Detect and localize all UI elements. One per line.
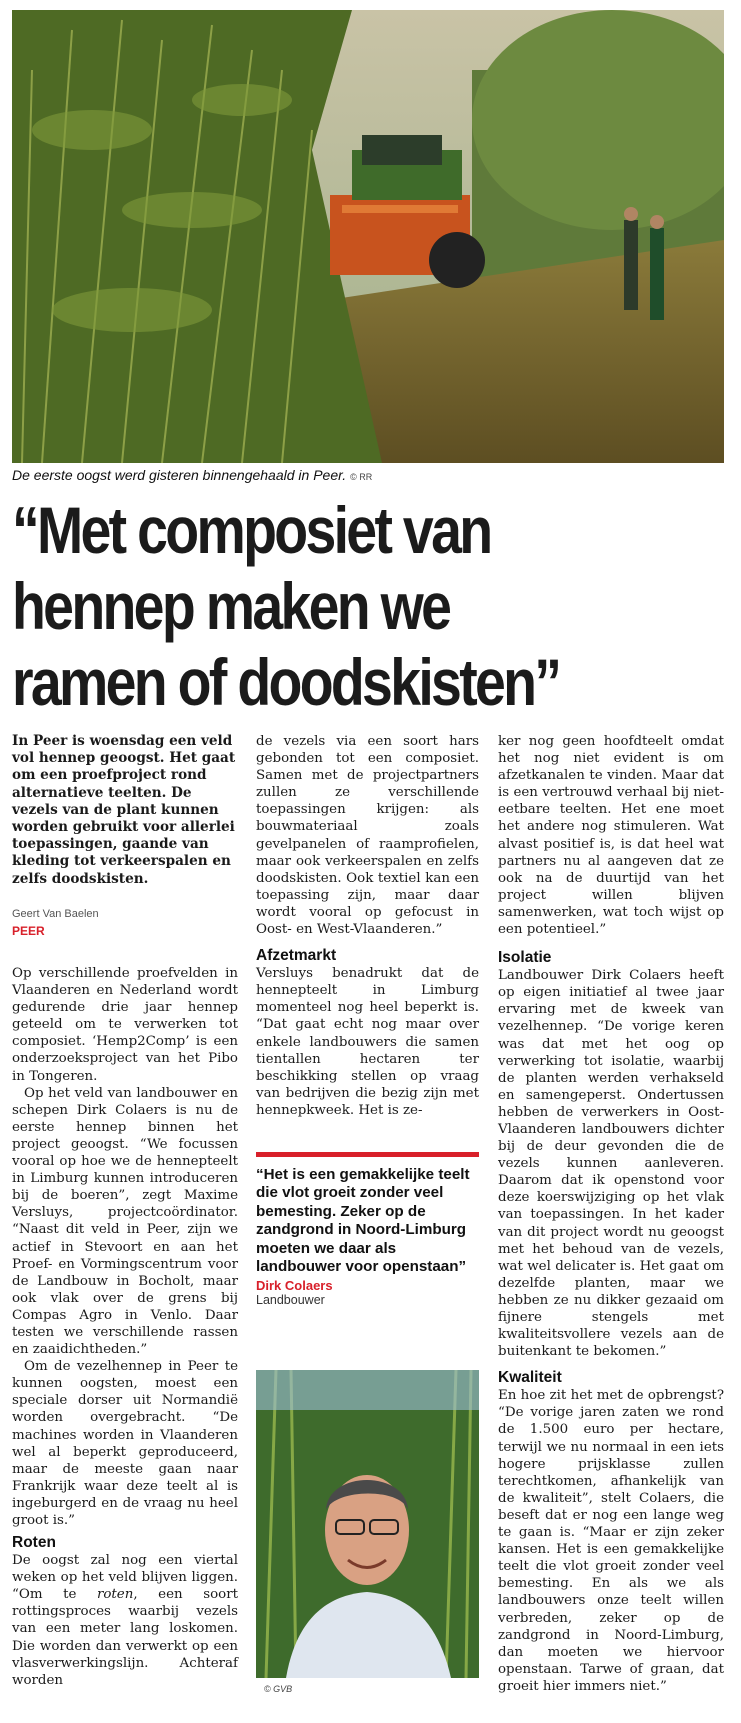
subhead-roten: Roten xyxy=(12,1534,56,1552)
author-byline: Geert Van Baelen xyxy=(12,907,99,920)
headline-line-2: hennep maken we xyxy=(12,569,450,643)
article-column-2 xyxy=(256,733,479,1119)
main-photo xyxy=(12,10,724,463)
paragraph: Versluys benadrukt dat de hennepteelt in Limburg momenteel nog heel beperkt is. “Dat gaat echt nog maar over enkele landbouwers die samen tientallen hectaren ter beschikking stellen op vraag van bedrijven die bezig zijn met hennepkweek. Het is ze- xyxy=(256,966,479,1118)
pull-quote xyxy=(256,1152,479,1307)
paragraph: Om de vezelhennep in Peer te kunnen oogsten, moest een speciale dorser uit Normandië worden overgebracht. “De machines worden in Vlaanderen wel al beperkt geproduceerd, maar de meeste gaan naar Frankrijk waar deze teelt al is ingeburgerd en de vraag nu heel groot is.” xyxy=(12,1359,238,1529)
subhead-afzetmarkt: Afzetmarkt xyxy=(256,947,337,965)
portrait-credit: © GVB xyxy=(264,1684,293,1694)
paragraph: De oogst zal nog een viertal weken op het veld blijven liggen. “Om te roten, een soort rottingsproces waarbij vezels van een meter lang loskomen. Die worden dan verwerkt op een vlasverwerkingslijn. Achteraf worden xyxy=(12,1553,238,1688)
headline-line-3: ramen of doodskisten” xyxy=(12,645,560,719)
dateline-place: PEER xyxy=(12,923,45,938)
paragraph: Op het veld van landbouwer en schepen Dirk Colaers is nu de eerste hennep binnen het project geoogst. “We focussen vooral op hoe we de hennepteelt in Limburg kunnen introduceren bij de boeren”, zegt Maxime Versluys, projectcoördinator. “Naast dit veld in Peer, zijn we actief in Stevoort en aan het Proef- en Vormingscentrum voor de Landbouw in Bocholt, maar ook vlak over de grens bij Compas Agro in Venlo. Daar testen we verschillende rassen en zaaidichtheden.” xyxy=(12,1085,238,1358)
article-column-3 xyxy=(498,733,724,1695)
headline-line-1: “Met composiet van xyxy=(12,493,491,567)
pull-quote-role: Landbouwer xyxy=(256,1293,325,1308)
photo-credit: © RR xyxy=(350,472,373,482)
portrait-photo xyxy=(256,1370,479,1678)
pull-quote-name: Dirk Colaers xyxy=(256,1278,333,1294)
article-intro: In Peer is woensdag een veld vol hennep geoogst. Het gaat om een proefproject rond alternatieve teelten. De vezels van de plant kunnen worden gebruikt voor allerlei toepassingen, gaande van kleding tot verkeerspalen en zelfs doodskisten. xyxy=(12,733,236,887)
paragraph: Op verschillende proefvelden in Vlaanderen en Nederland wordt gedurende drie jaar hennep geteeld om te verwerken tot composiet. ‘Hemp2Comp’ is een onderzoeksproject van het Pibo in Tongeren. xyxy=(12,966,238,1084)
headline xyxy=(12,492,734,720)
photo-caption: De eerste oogst werd gisteren binnengehaald in Peer. © RR xyxy=(12,467,373,483)
paragraph: de vezels via een soort hars gebonden tot een composiet. Samen met de projectpartners zullen ze verschillende toepassingen krijgen: als bouwmateriaal zoals gevelpanelen of raamprofielen, maar ook verkeerspalen en zelfs doodskisten. Ook textiel kan een toepassing zijn, maar daar wordt vooral op gefocust in Oost- en West-Vlaanderen.” xyxy=(256,734,479,938)
article-column-1 xyxy=(12,733,238,1689)
subhead-kwaliteit: Kwaliteit xyxy=(498,1369,562,1387)
pull-quote-text: “Het is een gemakkelijke teelt die vlot groeit zonder veel bemesting. Zeker op de zandgrond in Noord-Limburg moeten we daar als landbouwer voor openstaan” xyxy=(256,1166,470,1276)
paragraph: ker nog geen hoofdteelt omdat het nog niet evident is om afzetkanalen te vinden. Maar dat is een vertrouwd verhaal bij niet-eetbare teelten. Het ene moet het andere nog stimuleren. Wat alvast positief is, is dat heel wat partners nu al aangeven dat ze ook na de duurtijd van het project willen blijven samenwerken, wat toch wijst op een potentieel.” xyxy=(498,734,724,938)
paragraph: Landbouwer Dirk Colaers heeft op eigen initiatief al twee jaar ervaring met de kweek van vezelhennep. “De vorige keren was dat met het oog op verwerking tot isolatie, waarbij de planten werden verhakseld en samengeperst. Ondertussen hebben de verwerkers in Oost-Vlaanderen landbouwers dichter bij de deur gevonden die de vezels kunnen aanleveren. Daarom dat ik openstond voor deze koerswijziging op het vlak van toepassingen. In het kader van dit project wordt nu geoogst met het behoud van de vezels, wat wel delicater is. Het gaat om dezelfde planten, maar we hebben ze nu dikker gezaaid om fijnere stengels met kwaliteitsvollere vezels aan de buitenkant te bekomen.” xyxy=(498,968,724,1360)
paragraph: En hoe zit het met de opbrengst? “De vorige jaren zaten we rond de 1.500 euro per hectare, terwijl we nu normaal in een iets hogere prijsklasse zullen terechtkomen, afhankelijk van de kwaliteit”, stelt Colaers, die beseft dat er nog een lange weg te gaan is. “Maar er zijn zeker kansen. Het is een gemakkelijke teelt die vlot groeit zonder veel bemesting. En als we als landbouwers onze teelt willen verbreden, zeker op de zandgrond in Noord-Limburg, dan moeten we hiervoor openstaan. Tarwe of graan, dat groeit hier immers niet.” xyxy=(498,1388,724,1694)
subhead-isolatie: Isolatie xyxy=(498,949,552,967)
